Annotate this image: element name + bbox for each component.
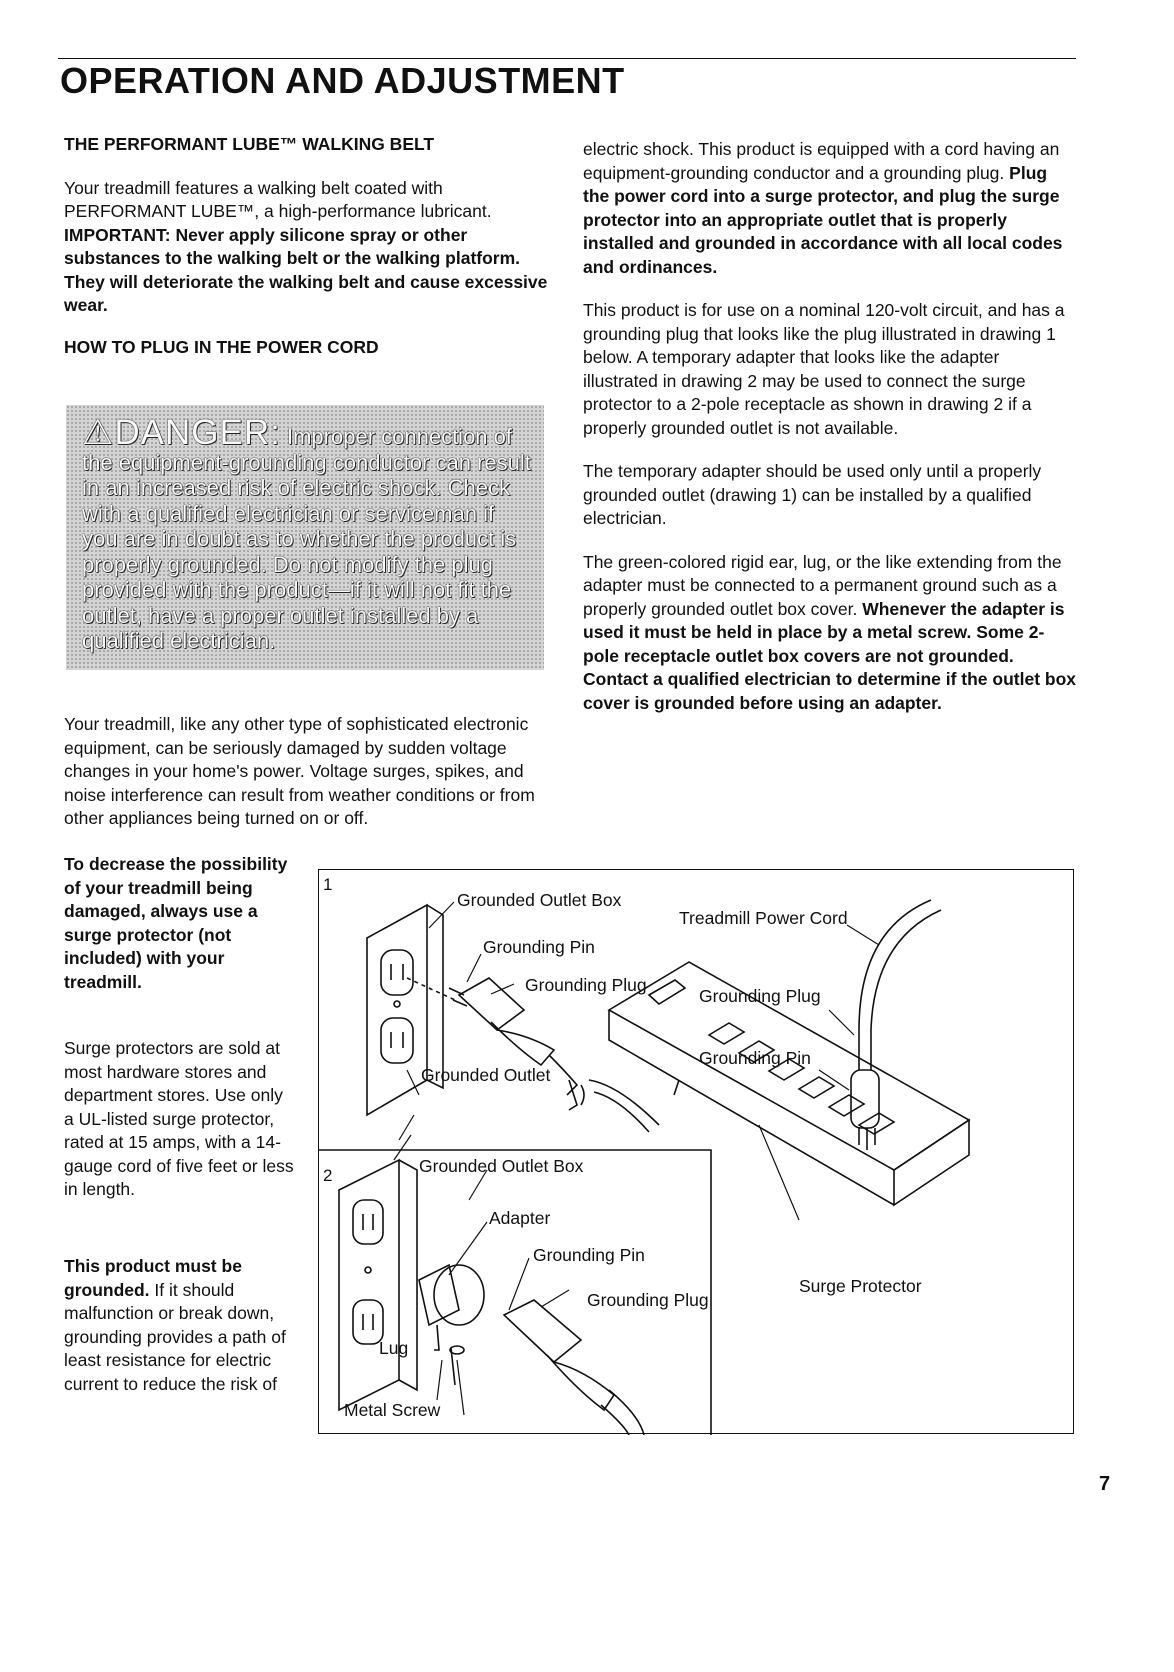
surge-warning: To decrease the possibility of your treadmill being damaged, always use a surge protector (not included) with your treadmill. xyxy=(64,854,288,992)
label-metal-screw: Metal Screw xyxy=(344,1400,441,1420)
drawing1-number: 1 xyxy=(323,875,333,894)
label-grounding-plug-surge: Grounding Plug xyxy=(699,986,821,1006)
label-adapter: Adapter xyxy=(489,1208,551,1228)
page-title: OPERATION AND ADJUSTMENT xyxy=(60,60,625,101)
adapter-drawing xyxy=(419,1265,484,1385)
surge-intro: Your treadmill, like any other type of sophisticated electronic equipment, can be seriously damaged by sudden voltage changes in your home's power. Voltage surges, spikes, and noise interference can result from weather conditions or from other appliances being turned on or off. xyxy=(64,714,535,828)
danger-text: Improper connection of the equipment-grounding conductor can result in an increased risk of electric shock. Check with a qualified electrician or serviceman if you are in doubt as to whether the product is properly grounded. Do not modify the plug provided with the product—if it will not fit the outlet, have a proper outlet installed by a qualified electrician. xyxy=(82,424,531,653)
grounding-figure-drawing xyxy=(319,870,1075,1435)
grounding-info: This product must be grounded. If it should malfunction or break down, grounding provides a path of least resistance for electric current to reduce the risk of xyxy=(64,1256,286,1394)
label-grounding-pin-surge: Grounding Pin xyxy=(699,1048,811,1068)
warning-icon: ⚠ xyxy=(82,413,115,452)
drawing2-number: 2 xyxy=(323,1166,333,1185)
treadmill-cord-drawing xyxy=(851,900,941,1150)
page-number: 7 xyxy=(1099,1473,1111,1495)
right-column: electric shock. This product is equipped with a cord having an equipment-grounding conductor and a grounding plug. Plug the power cord into a surge protector, and plug the surge protector into an appropriate outlet that is properly installed and grounded in accordance with all local codes and ordinances. This product is for use on a nominal 120-volt circuit, and has a grounding plug that looks like the plug illustrated in drawing 1 below. A temporary adapter that looks like the adapter illustrated in drawing 2 may be used to connect the surge protector to a 2-pole receptacle as shown in drawing 2 if a properly grounded outlet is not available. The temporary adapter should be used only until a properly grounded outlet (drawing 1) can be installed by a qualified electrician. The green-colored rigid ear, lug, or the like extending from the adapter must be connected to a permanent ground such as a properly grounded outlet box cover. Whenever the adapter is used it must be held in place by a metal screw. Some 2-pole receptacle outlet box covers are not grounded. Contact a qualified electrician to determine if the outlet box cover is grounded before using an adapter. xyxy=(583,139,1076,713)
left-column-top xyxy=(64,133,564,359)
label-grounding-plug-1: Grounding Plug xyxy=(525,975,647,995)
label-grounded-outlet: Grounded Outlet xyxy=(421,1065,551,1085)
surge-protector-info: Surge protectors are sold at most hardware stores and department stores. Use only a UL-listed surge protector, rated at 15 amps, with a 14-gauge cord of five feet or less in length. xyxy=(64,1038,294,1199)
danger-box xyxy=(66,405,544,670)
label-lug: Lug xyxy=(379,1338,409,1358)
label-grounding-plug-2: Grounding Plug xyxy=(587,1290,709,1310)
section-heading-walking-belt: THE PERFORMANT LUBE™ WALKING BELT xyxy=(64,134,435,154)
label-grounding-pin-2: Grounding Pin xyxy=(533,1245,645,1265)
drawing2-plug xyxy=(504,1300,644,1435)
label-grounded-outlet-box-2: Grounded Outlet Box xyxy=(419,1156,584,1176)
label-treadmill-power-cord: Treadmill Power Cord xyxy=(679,908,848,928)
title-rule xyxy=(58,58,1076,59)
section-heading-power-cord: HOW TO PLUG IN THE POWER CORD xyxy=(64,336,379,357)
walking-belt-body: Your treadmill features a walking belt coated with PERFORMANT LUBE™, a high-performance lubricant. IMPORTANT: Never apply silicone spray or other substances to the walking belt or the walking platform. They will deteriorate the walking belt and cause excessive wear. xyxy=(64,177,548,315)
label-grounded-outlet-box-1: Grounded Outlet Box xyxy=(457,890,622,910)
label-grounding-pin-1: Grounding Pin xyxy=(483,937,595,957)
label-surge-protector: Surge Protector xyxy=(799,1276,922,1296)
grounding-figure xyxy=(318,869,1074,1434)
danger-label: DANGER: xyxy=(114,413,281,452)
drawing2-outlet xyxy=(339,1160,417,1410)
drawing1-plug xyxy=(449,978,659,1132)
